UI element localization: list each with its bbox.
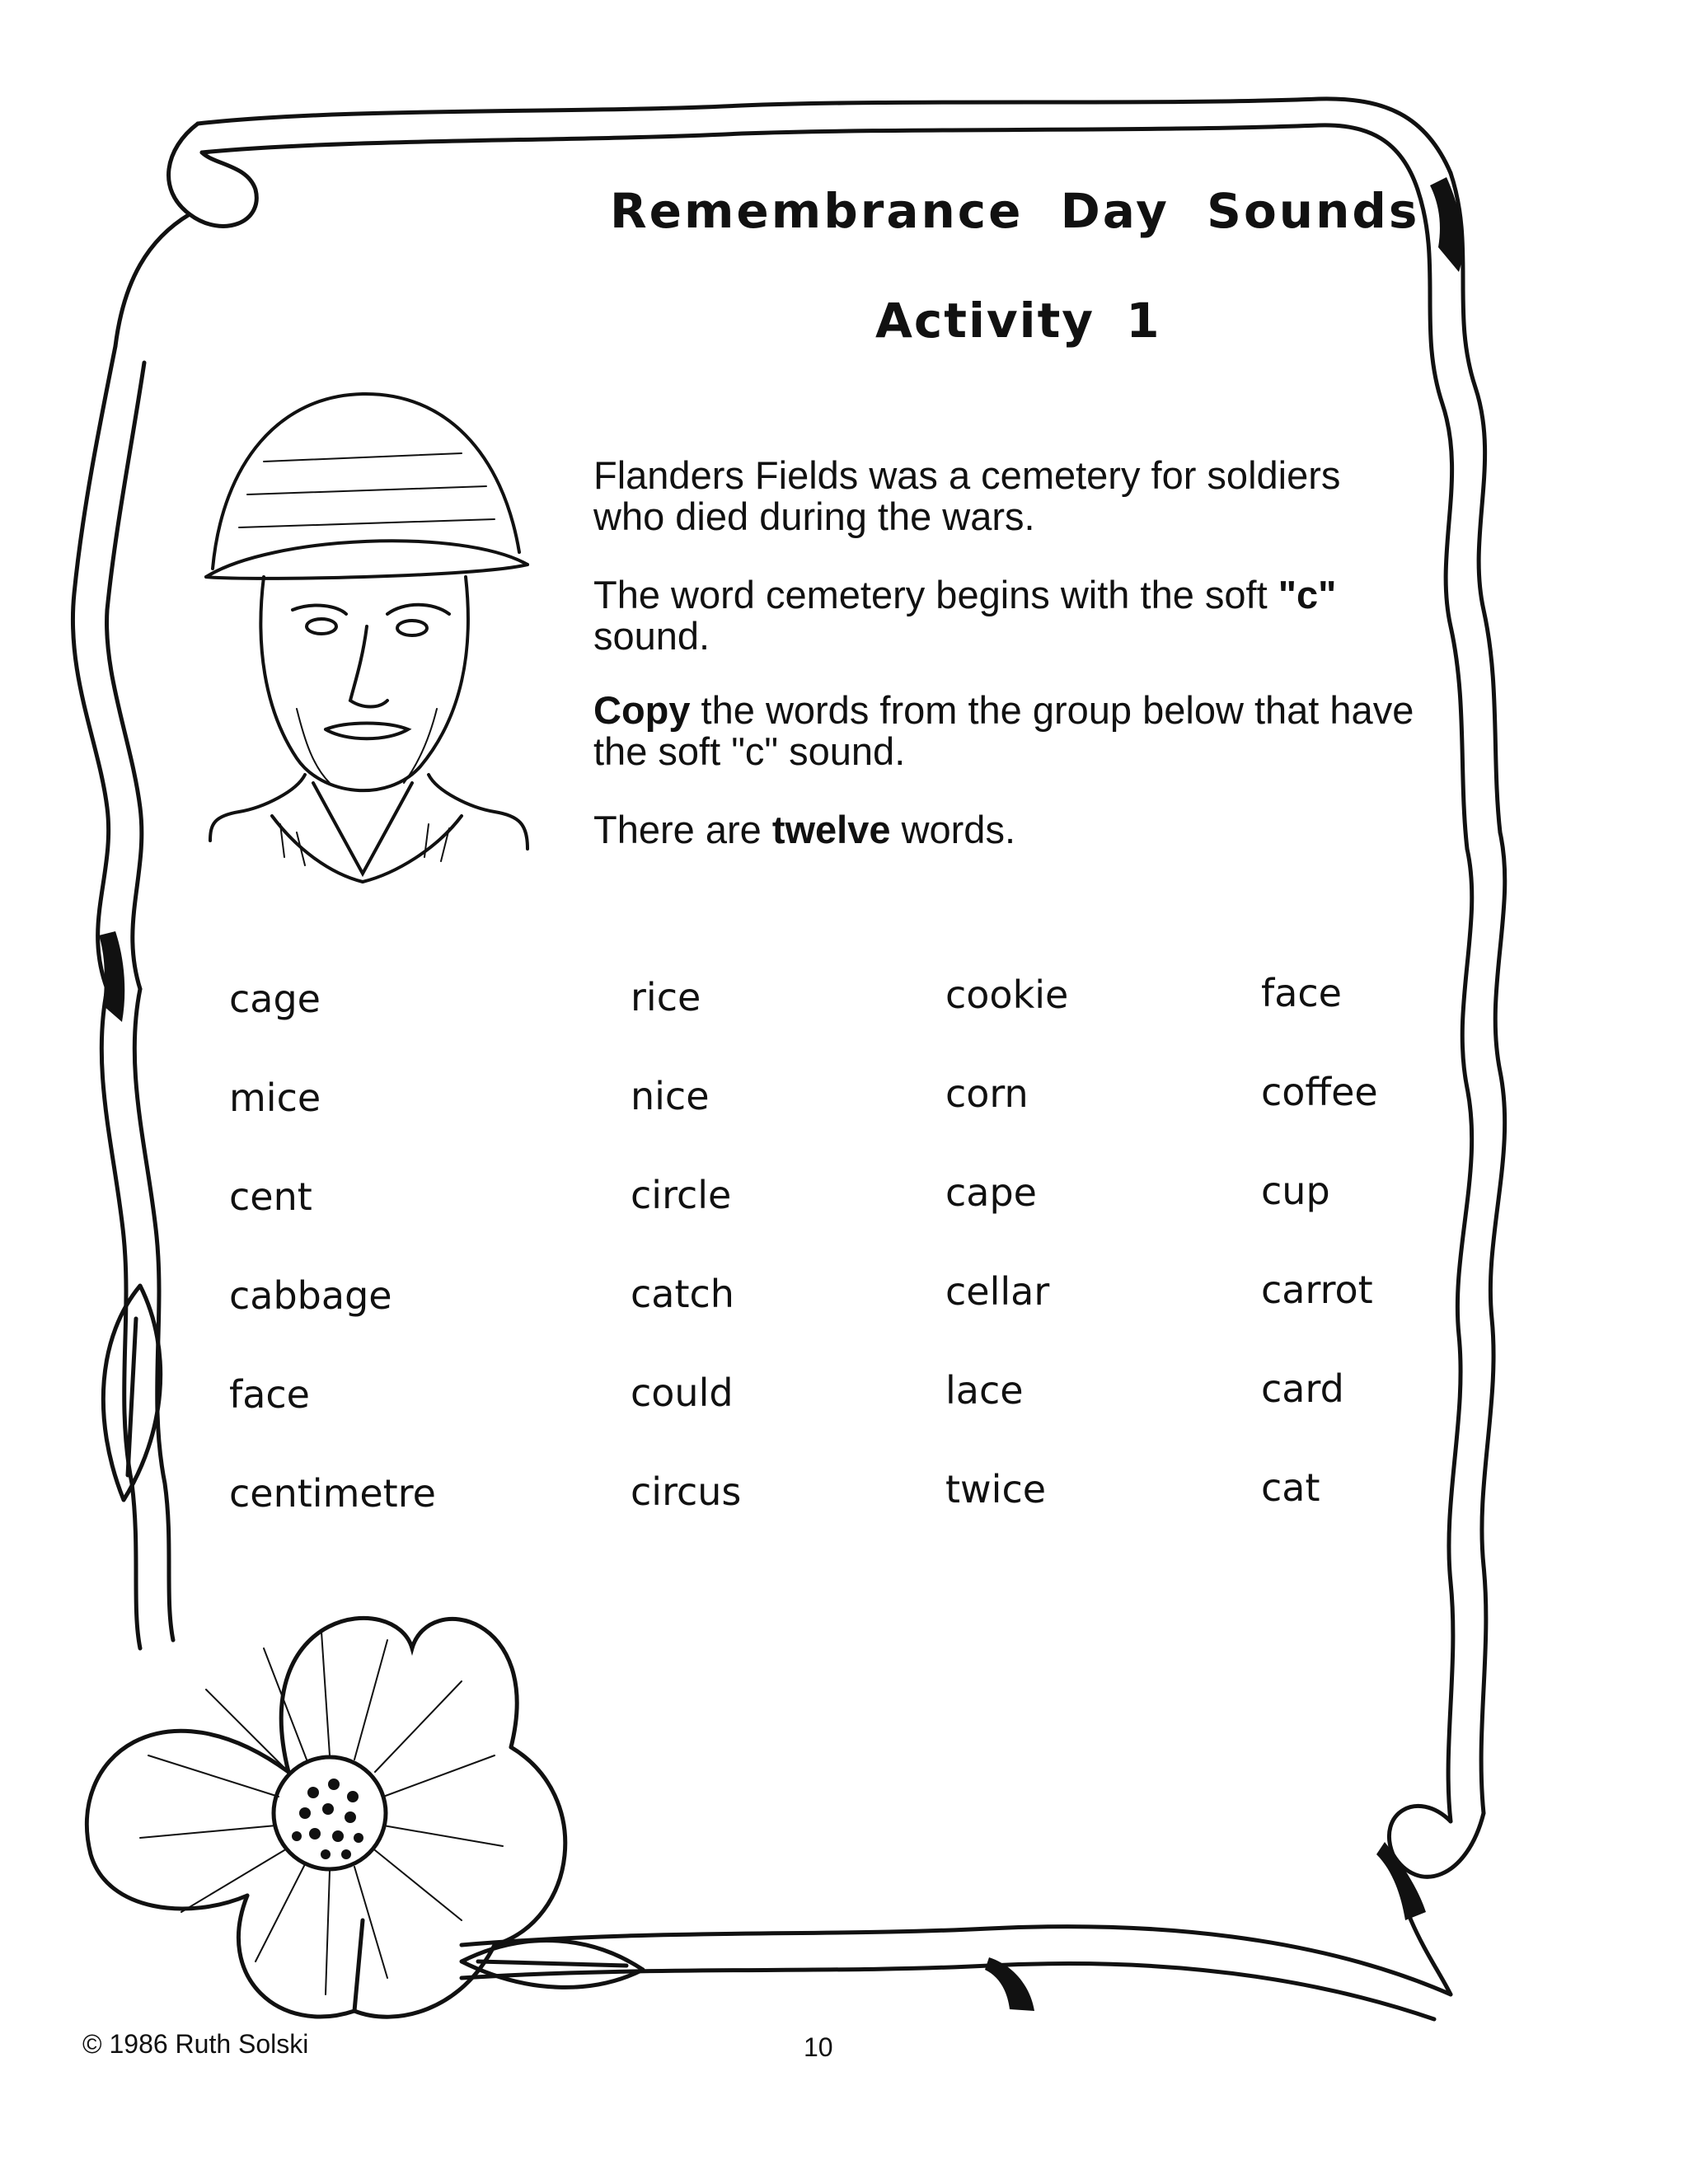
bold-text: Copy — [593, 688, 691, 732]
paragraph-text: sound. — [593, 614, 710, 658]
poppy-illustration — [87, 1618, 565, 2017]
word-item: circle — [631, 1173, 732, 1217]
word-item: cup — [1261, 1169, 1330, 1213]
word-item: cellar — [945, 1269, 1050, 1314]
word-item: face — [229, 1372, 310, 1417]
page-title: Remembrance Day Sounds — [610, 183, 1420, 239]
bold-text: twelve — [771, 808, 891, 851]
word-item: circus — [631, 1469, 742, 1514]
bold-text: "c" — [1278, 573, 1337, 616]
word-item: cage — [229, 977, 321, 1021]
word-item: lace — [945, 1368, 1024, 1413]
word-item: twice — [945, 1467, 1047, 1511]
copyright-notice: © 1986 Ruth Solski — [82, 2029, 309, 2059]
word-item: mice — [229, 1076, 321, 1120]
paragraph-text: The word cemetery begins with the soft — [593, 573, 1278, 616]
word-item: nice — [631, 1074, 710, 1118]
soldier-illustration — [206, 394, 528, 882]
paragraph-text: There are — [593, 808, 772, 851]
word-item: coffee — [1261, 1070, 1378, 1114]
activity-subtitle: Activity 1 — [875, 293, 1161, 349]
count-paragraph — [593, 809, 1418, 851]
word-item: catch — [631, 1272, 734, 1316]
word-item: card — [1261, 1366, 1344, 1411]
page-number: 10 — [804, 2032, 833, 2062]
word-item: cent — [229, 1174, 312, 1219]
word-item: corn — [945, 1071, 1029, 1116]
word-item: cookie — [945, 972, 1069, 1017]
instruction-paragraph — [593, 690, 1418, 772]
paragraph-text: words. — [890, 808, 1016, 851]
word-item: carrot — [1261, 1268, 1373, 1312]
word-item: rice — [631, 975, 701, 1019]
word-item: face — [1261, 971, 1342, 1015]
word-item: centimetre — [229, 1471, 436, 1516]
word-item: cat — [1261, 1465, 1320, 1510]
soft-c-paragraph — [593, 574, 1418, 657]
word-item: could — [631, 1371, 734, 1415]
paragraph-text: the words from the group below that have the soft "c" sound. — [593, 688, 1414, 773]
intro-paragraph: Flanders Fields was a cemetery for soldiers who died during the wars. — [593, 453, 1341, 538]
word-item: cape — [945, 1170, 1037, 1215]
word-item: cabbage — [229, 1273, 392, 1318]
